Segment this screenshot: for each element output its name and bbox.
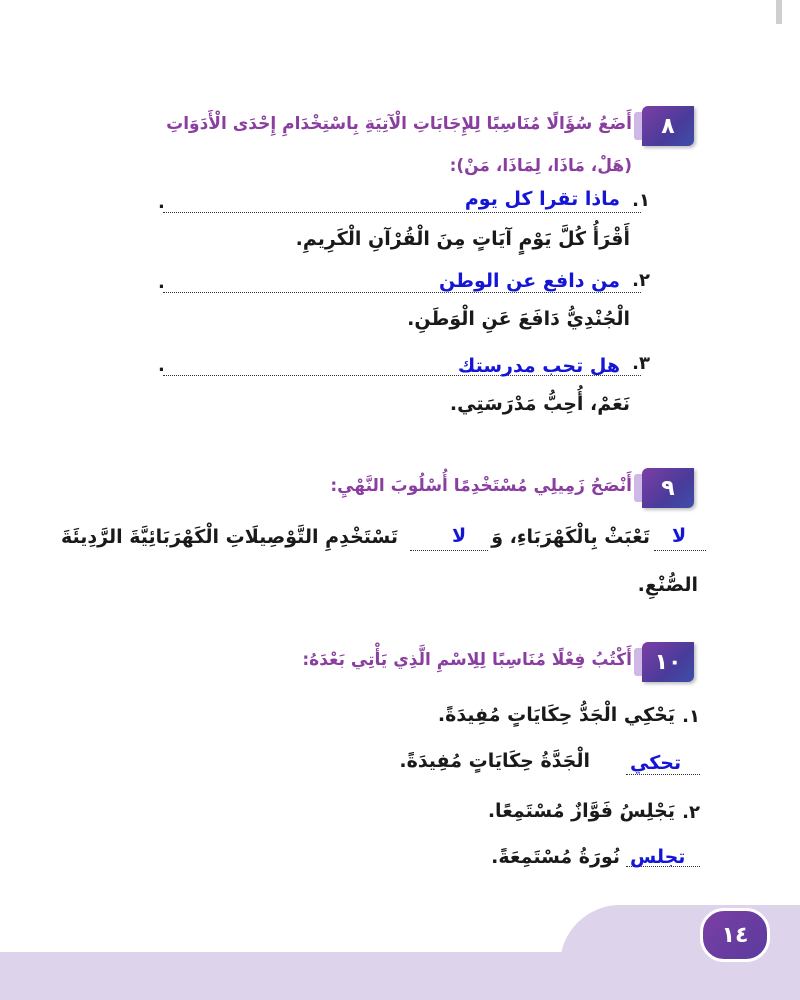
given-answer: أَقْرَأُ كُلَّ يَوْمٍ آيَاتٍ مِنَ الْقُرْآنِ الْكَرِيمِ. — [295, 228, 630, 250]
question-9-badge — [642, 468, 694, 508]
item-index: ٢. — [632, 270, 650, 291]
sentence-part: تَعْبَثْ بِالْكَهْرَبَاءِ، وَ — [491, 526, 650, 548]
question-number: ١٠ — [654, 649, 682, 675]
given-answer: نَعَمْ، أُحِبُّ مَدْرَسَتِي. — [449, 393, 630, 415]
completion-sentence: الْجَدَّةُ حِكَايَاتٍ مُفِيدَةً. — [399, 750, 590, 772]
page-number: ١٤ — [700, 908, 770, 962]
line-end-dot: . — [158, 272, 165, 293]
sentence-part: تَسْتَخْدِمِ التَّوْصِيلَاتِ الْكَهْرَبَائِيَّةَ الرَّدِيئَةَ — [61, 526, 398, 548]
question-8-instruction: أَضَعُ سُؤَالًا مُنَاسِبًا لِلإِجَابَاتِ الْآتِيَةِ بِاسْتِخْدَامِ إِحْدَى الْأَدَوَاتِ — [166, 114, 632, 134]
given-answer: الْجُنْدِيُّ دَافَعَ عَنِ الْوَطَنِ. — [407, 308, 630, 330]
model-sentence: يَحْكِي الْجَدُّ حِكَايَاتٍ مُفِيدَةً. — [437, 704, 675, 726]
footer-band — [0, 952, 800, 1000]
question-10-instruction: أَكْتُبُ فِعْلًا مُنَاسِبًا لِلِاسْمِ الَّذِي يَأْتِي بَعْدَهُ: — [302, 650, 632, 670]
handwritten-answer: لا — [672, 525, 687, 547]
question-10-badge — [642, 642, 694, 682]
question-8-tools: (هَلْ، مَاذَا، لِمَاذَا، مَنْ): — [449, 156, 632, 176]
handwritten-answer: هل تحب مدرستك — [457, 355, 620, 377]
question-9-instruction: أَنْصَحُ زَمِيلِي مُسْتَخْدِمًا أُسْلُوبَ النَّهْيِ: — [330, 476, 632, 496]
handwritten-answer: ماذا تقرا كل يوم — [464, 188, 620, 210]
handwritten-answer: من دافع عن الوطن — [438, 270, 620, 292]
question-number: ٩ — [661, 475, 675, 501]
handwritten-answer: لا — [452, 525, 467, 547]
item-index: ٢. — [682, 802, 700, 823]
sentence-part: الصُّنْعِ. — [637, 574, 698, 596]
item-index: ٣. — [632, 353, 650, 374]
line-end-dot: . — [158, 355, 165, 376]
answer-line[interactable] — [410, 524, 488, 551]
corner-mark — [776, 0, 782, 24]
completion-sentence: نُورَةُ مُسْتَمِعَةً. — [491, 846, 620, 868]
item-index: ١. — [632, 190, 650, 211]
item-index: ١. — [682, 706, 700, 727]
model-sentence: يَجْلِسُ فَوَّازٌ مُسْتَمِعًا. — [487, 800, 675, 822]
handwritten-answer: تحكي — [630, 752, 682, 774]
line-end-dot: . — [158, 192, 165, 213]
question-8-badge — [642, 106, 694, 146]
handwritten-answer: تجلس — [630, 846, 686, 868]
question-number: ٨ — [661, 113, 675, 139]
